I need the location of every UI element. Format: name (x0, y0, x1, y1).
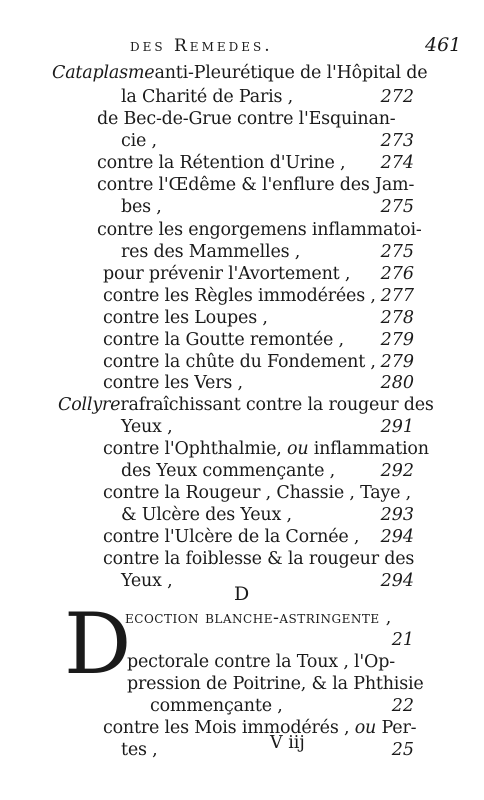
index-line (121, 416, 172, 438)
entry-text: contre les Loupes , (103, 308, 268, 328)
page-reference: 274 (380, 153, 414, 173)
index-line (58, 394, 434, 416)
index-line (52, 62, 427, 84)
entry-text: bes , (121, 197, 162, 217)
index-line (103, 438, 429, 460)
index-line (121, 570, 172, 592)
index-line (103, 285, 376, 307)
entry-text: & Ulcère des Yeux , (121, 505, 292, 525)
index-line (103, 329, 344, 351)
entry-text: contre l'Œdême & l'enflure des Jam- (97, 175, 415, 195)
entry-text: contre les Vers , (103, 373, 243, 393)
index-line (103, 717, 416, 739)
index-line (97, 152, 345, 174)
index-line (103, 526, 359, 548)
entry-heading: Cataplasme (52, 63, 155, 83)
entry-text: pour prévenir l'Avortement , (103, 264, 351, 284)
entry-text: cie , (121, 131, 157, 151)
index-line (103, 307, 268, 329)
page-reference: 21 (391, 630, 414, 650)
header-page-number: 461 (425, 34, 462, 56)
index-line (103, 548, 414, 570)
page-reference: 275 (380, 242, 414, 262)
page-reference: 293 (380, 505, 414, 525)
page-reference: 277 (380, 286, 414, 306)
index-line (127, 673, 424, 695)
entry-text-tail: inflammation (313, 439, 429, 459)
entry-text: tes , (121, 740, 158, 760)
page-reference: 22 (391, 696, 414, 716)
index-line (103, 482, 411, 504)
page-reference: 294 (380, 571, 414, 591)
index-line (97, 108, 396, 130)
page-reference: 294 (380, 527, 414, 547)
entry-text: pectorale contre la Toux , l'Op- (127, 652, 395, 672)
index-line (121, 504, 292, 526)
page-reference: 280 (380, 373, 414, 393)
section-letter: D (234, 583, 250, 605)
entry-text: contre l'Ophthalmie, (103, 439, 282, 459)
page-reference: 25 (391, 740, 414, 760)
signature-mark: V iij (270, 733, 305, 753)
entry-text: contre la Goutte remontée , (103, 330, 344, 350)
entry-text: contre la Rougeur , Chassie , Taye , (103, 483, 411, 503)
entry-text: contre les Mois immodérés , (103, 718, 350, 738)
entry-heading: Collyre (58, 395, 121, 415)
entry-text: de Bec-de-Grue contre l'Esquinan- (97, 109, 396, 129)
index-line (121, 196, 162, 218)
drop-cap: D (64, 595, 132, 693)
page-reference: 278 (380, 308, 414, 328)
index-line (103, 263, 350, 285)
entry-text: anti-Pleurétique de l'Hôpital de (154, 63, 428, 83)
entry-text: des Yeux commençante , (121, 461, 335, 481)
index-line (121, 739, 158, 761)
index-line (97, 174, 414, 196)
index-line (121, 130, 157, 152)
running-header: des Remedes. (130, 36, 273, 56)
index-line (121, 86, 293, 108)
index-line (127, 651, 395, 673)
entry-conjunction: ou (286, 439, 309, 459)
entry-text: ecoction blanche-astringente , (125, 608, 392, 628)
entry-text: rafraîchissant contre la rougeur des (120, 395, 434, 415)
page-reference: 275 (380, 197, 414, 217)
page-reference: 272 (380, 87, 414, 107)
index-line (125, 607, 392, 629)
entry-text: contre l'Ulcère de la Cornée , (103, 527, 360, 547)
page-reference: 291 (380, 417, 414, 437)
page-reference: 276 (380, 264, 414, 284)
entry-text: la Charité de Paris , (121, 87, 294, 107)
page-reference: 279 (380, 352, 414, 372)
entry-conjunction: ou (354, 718, 377, 738)
page-reference: 279 (380, 330, 414, 350)
entry-text: contre la Rétention d'Urine , (97, 153, 346, 173)
index-line (97, 219, 422, 241)
page-reference: 273 (380, 131, 414, 151)
entry-text: pression de Poitrine, & la Phthisie (127, 674, 424, 694)
index-line (121, 241, 300, 263)
index-line (121, 460, 335, 482)
entry-text: contre la chûte du Fondement , (103, 352, 376, 372)
index-line (103, 372, 243, 394)
entry-text: commençante , (150, 696, 283, 716)
index-line (103, 351, 376, 373)
entry-text: Yeux , (121, 571, 173, 591)
entry-text: contre les Règles immodérées , (103, 286, 376, 306)
entry-text: res des Mammelles , (121, 242, 301, 262)
entry-text: contre les engorgemens inflammatoi- (97, 220, 422, 240)
index-line (150, 695, 283, 717)
entry-text-tail: Per- (381, 718, 417, 738)
entry-text: Yeux , (121, 417, 173, 437)
page-reference: 292 (380, 461, 414, 481)
entry-text: contre la foiblesse & la rougeur des (103, 549, 415, 569)
